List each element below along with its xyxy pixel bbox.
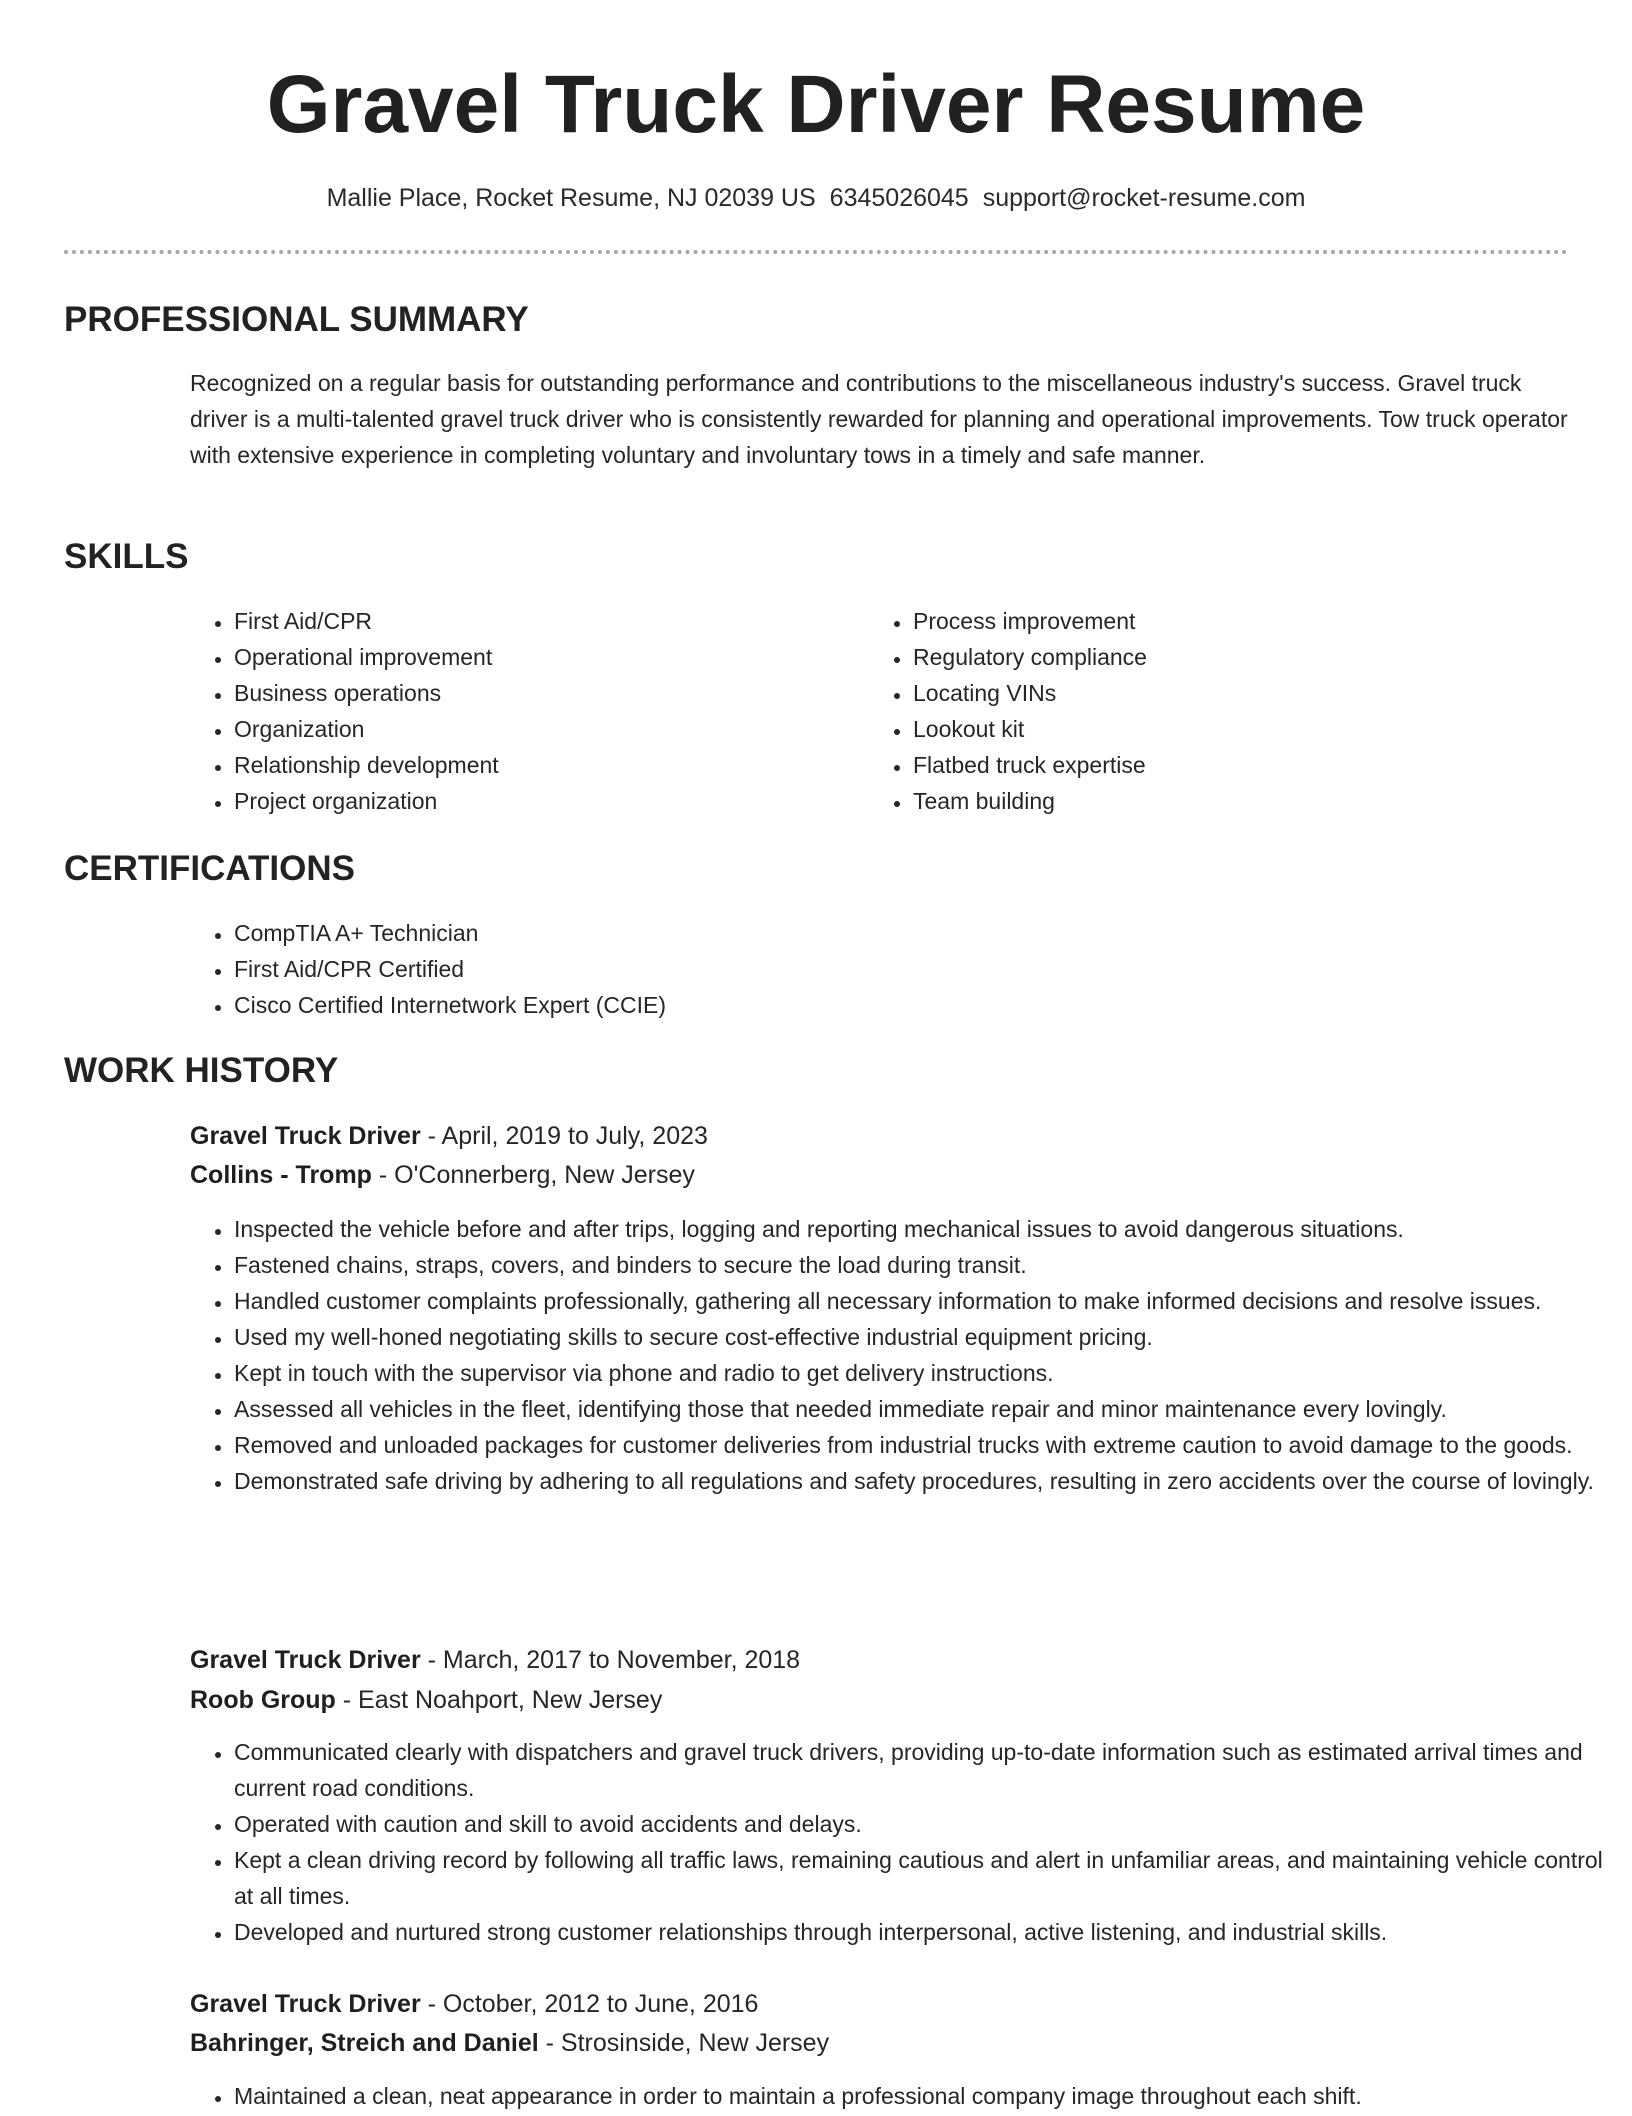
list-item: • Developed and nurtured strong customer relationships through interpersonal, active listening, and industrial skills.: [233, 1914, 1611, 1950]
list-item: • First Aid/CPR Certified: [233, 951, 1533, 987]
certifications-list: [190, 915, 1533, 1023]
section-title-summary: PROFESSIONAL SUMMARY: [64, 300, 529, 339]
list-item: • Assessed all vehicles in the fleet, identifying those that needed immediate repair and minor maintenance every lovingly.: [233, 1391, 1611, 1427]
job-title: Gravel Truck Driver: [190, 1646, 421, 1674]
list-item: • First Aid/CPR: [233, 603, 833, 639]
list-item: • Relationship development: [233, 747, 833, 783]
job-location: - Strosinside, New Jersey: [538, 2029, 830, 2057]
list-item: • Organization: [233, 711, 833, 747]
list-item: • Kept a clean driving record by following all traffic laws, remaining cautious and alert in unfamiliar areas, and maintaining vehicle control at all times.: [233, 1842, 1611, 1914]
job-company-line: [190, 1157, 695, 1193]
list-item: • Used my well-honed negotiating skills to secure cost-effective industrial equipment pricing.: [233, 1319, 1611, 1355]
job-company: Collins - Tromp: [190, 1161, 372, 1189]
list-item: • Locating VINs: [912, 675, 1562, 711]
job-dates: - October, 2012 to June, 2016: [420, 1990, 759, 2018]
job-company-line: [190, 2025, 829, 2061]
job-location: - O'Connerberg, New Jersey: [371, 1161, 695, 1189]
list-item: • Maintained a clean, neat appearance in order to maintain a professional company image throughout each shift.: [233, 2078, 1611, 2114]
section-title-skills: SKILLS: [64, 537, 189, 576]
job-title-line: [190, 1986, 758, 2022]
contact-line: [0, 180, 1632, 216]
job-company-line: [190, 1682, 662, 1718]
list-item: • CompTIA A+ Technician: [233, 915, 1533, 951]
page-title: Gravel Truck Driver Resume: [266, 59, 1366, 150]
list-item: • Handled customer complaints professionally, gathering all necessary information to make informed decisions and resolve issues.: [233, 1283, 1611, 1319]
list-item: • Demonstrated safe driving by adhering to all regulations and safety procedures, resulting in zero accidents over the course of lovingly.: [233, 1463, 1611, 1499]
summary-text: Recognized on a regular basis for outstanding performance and contributions to the miscellaneous industry's success. Gravel truck driver is a multi-talented gravel truck driver who is consistently rewarded for planning and operational improvements. Tow truck operator with extensive experience in completing voluntary and involuntary tows in a timely and safe manner.: [190, 370, 1568, 468]
list-item: • Communicated clearly with dispatchers and gravel truck drivers, providing up-to-date information such as estimated arrival times and current road conditions.: [233, 1734, 1611, 1806]
list-item: • Fastened chains, straps, covers, and binders to secure the load during transit.: [233, 1247, 1611, 1283]
skills-list-right: [869, 603, 1562, 819]
list-item: • Kept in touch with the supervisor via phone and radio to get delivery instructions.: [233, 1355, 1611, 1391]
section-title-work-history: WORK HISTORY: [64, 1051, 339, 1090]
job-title-line: [190, 1118, 708, 1154]
job-company: Roob Group: [190, 1686, 336, 1714]
list-item: • Operated with caution and skill to avoid accidents and delays.: [233, 1806, 1611, 1842]
job-location: - East Noahport, New Jersey: [335, 1686, 663, 1714]
list-item: • Process improvement: [912, 603, 1562, 639]
job-title: Gravel Truck Driver: [190, 1122, 421, 1150]
list-item: • Cisco Certified Internetwork Expert (CCIE): [233, 987, 1533, 1023]
job-bullets: [190, 1211, 1611, 1499]
job-title-line: [190, 1642, 800, 1678]
job-title: Gravel Truck Driver: [190, 1990, 421, 2018]
skills-list-left: [190, 603, 833, 819]
job-bullets: [190, 2078, 1611, 2114]
list-item: • Project organization: [233, 783, 833, 819]
list-item: • Operational improvement: [233, 639, 833, 675]
job-bullets: [190, 1734, 1611, 1950]
section-title-certifications: CERTIFICATIONS: [64, 849, 356, 888]
contact-email[interactable]: support@rocket-resume.com: [982, 184, 1306, 212]
job-company: Bahringer, Streich and Daniel: [190, 2029, 539, 2057]
list-item: • Business operations: [233, 675, 833, 711]
list-item: • Removed and unloaded packages for customer deliveries from industrial trucks with extreme caution to avoid damage to the goods.: [233, 1427, 1611, 1463]
header-divider: [64, 250, 1568, 254]
list-item: • Inspected the vehicle before and after trips, logging and reporting mechanical issues to avoid dangerous situations.: [233, 1211, 1611, 1247]
job-dates: - March, 2017 to November, 2018: [420, 1646, 801, 1674]
contact-phone: 6345026045: [829, 184, 969, 212]
list-item: • Lookout kit: [912, 711, 1562, 747]
job-dates: - April, 2019 to July, 2023: [420, 1122, 708, 1150]
list-item: • Flatbed truck expertise: [912, 747, 1562, 783]
list-item: • Team building: [912, 783, 1562, 819]
contact-address: Mallie Place, Rocket Resume, NJ 02039 US: [326, 184, 816, 212]
list-item: • Regulatory compliance: [912, 639, 1562, 675]
